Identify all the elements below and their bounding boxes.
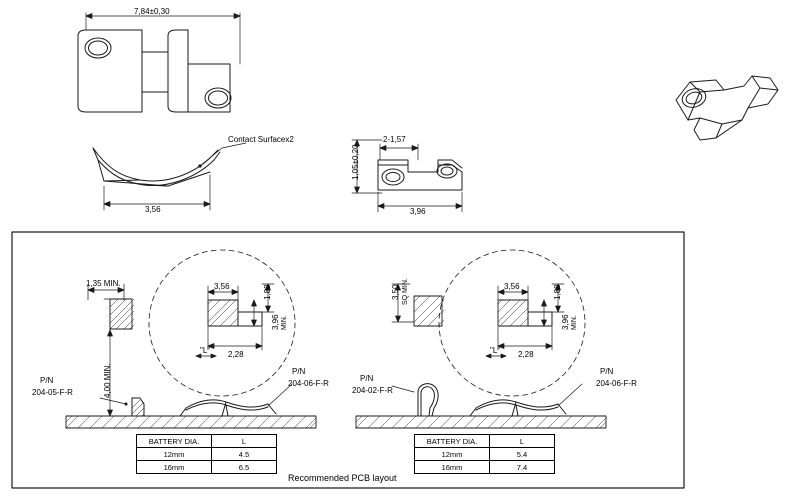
left-margin-dimension-label: 1,35 MIN.	[86, 279, 121, 288]
right-detail-overall-label: 2,28	[518, 350, 534, 359]
left-detail-width-label: 3,56	[214, 282, 230, 291]
right-detail-height-label: 1,88	[553, 284, 562, 300]
right-contact-202	[418, 384, 438, 416]
right-contact-206-leader	[558, 384, 582, 406]
part-right-number-206-right: 204-06-F-R	[596, 379, 637, 388]
left-contact-206	[180, 400, 276, 416]
table-cell: 4.5	[212, 448, 277, 461]
vertical-min-dimension-label: 4,00 MIN.	[103, 363, 112, 398]
right-square-dimension-label: 3,50	[391, 284, 400, 300]
right-square-note: SQ MIN.	[402, 278, 409, 305]
battery-table-left	[136, 434, 277, 474]
end-view-width-label: 3,96	[410, 207, 426, 216]
table-cell: 7.4	[490, 461, 555, 474]
table-cell: 6.5	[212, 461, 277, 474]
table-cell: 12mm	[137, 448, 212, 461]
plan-view-outline	[78, 30, 231, 112]
contact-surface-note: Contact Surfacex2	[228, 135, 294, 144]
right-hatched-pad	[414, 296, 444, 326]
left-detail-depth-label: 3,96	[271, 314, 280, 330]
left-detail-depth-note: MIN.	[281, 315, 288, 330]
table-row	[415, 461, 555, 474]
left-detail-overall-label: 2,28	[228, 350, 244, 359]
end-view-height-label: 1,05±0,20	[351, 144, 360, 180]
pcb-layout-caption: Recommended PCB layout	[288, 473, 397, 483]
right-contact-206	[470, 400, 566, 416]
left-contact-205	[132, 398, 144, 416]
left-detail-scale-note: "L"	[200, 346, 211, 355]
end-view-top-dimension-label: 2-1,57	[383, 135, 406, 144]
battery-table-right	[414, 434, 555, 474]
table-cell: 16mm	[137, 461, 212, 474]
vertical-min-dimension	[104, 299, 130, 416]
right-detail-depth-label: 3,96	[561, 314, 570, 330]
left-hatched-pad	[110, 299, 134, 329]
part-right-label-206-right: P/N	[600, 367, 614, 376]
contact-surface-leader	[199, 143, 246, 167]
part-right-label-206-left: P/N	[292, 367, 306, 376]
table-header-cell: L	[490, 435, 555, 448]
left-part-leader	[100, 398, 127, 405]
right-detail-width-label: 3,56	[504, 282, 520, 291]
table-row	[137, 448, 277, 461]
table-header-cell: BATTERY DIA.	[415, 435, 490, 448]
part-left-label-205: P/N	[40, 376, 54, 385]
table-header-row	[137, 435, 277, 448]
end-view	[378, 160, 462, 190]
right-pcb-board	[356, 416, 606, 428]
left-pcb-board	[66, 416, 316, 428]
table-cell: 12mm	[415, 448, 490, 461]
right-detail-scale-note: "L"	[490, 346, 501, 355]
isometric-view	[676, 76, 778, 140]
plan-view-dimension	[86, 13, 240, 64]
plan-view-dimension-label: 7,84±0,30	[134, 7, 170, 16]
right-part-leader	[392, 386, 414, 392]
part-left-number-202: 204-02-F-R	[352, 386, 393, 395]
end-view-top-dimension	[380, 144, 418, 160]
left-detail-height-label: 1,88	[263, 284, 272, 300]
part-left-label-202: P/N	[360, 374, 374, 383]
right-detail-depth-note: MIN.	[571, 315, 578, 330]
table-header-cell: BATTERY DIA.	[137, 435, 212, 448]
table-header-cell: L	[212, 435, 277, 448]
table-cell: 16mm	[415, 461, 490, 474]
table-row	[415, 448, 555, 461]
part-right-number-206-left: 204-06-F-R	[288, 379, 329, 388]
table-cell: 5.4	[490, 448, 555, 461]
table-row	[137, 461, 277, 474]
part-left-number-205: 204-05-F-R	[32, 388, 73, 397]
table-header-row	[415, 435, 555, 448]
side-view-dimension-label: 3,56	[145, 205, 161, 214]
